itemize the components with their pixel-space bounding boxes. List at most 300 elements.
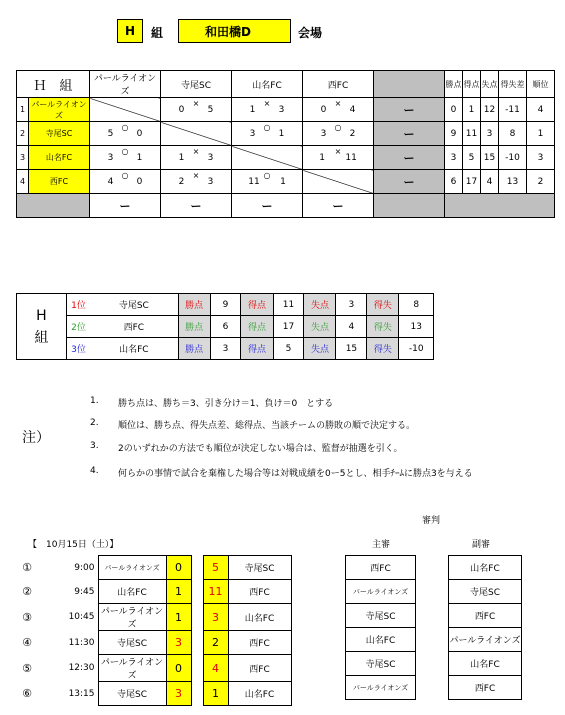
match-result-cell bbox=[161, 146, 232, 170]
ranking-stat-value bbox=[210, 294, 241, 316]
home-score-text: 3 bbox=[175, 687, 182, 700]
league-column-team bbox=[303, 71, 374, 98]
stat-value-text: 4 bbox=[486, 176, 493, 187]
home-team-name: 寺尾SC bbox=[117, 690, 147, 700]
home-score bbox=[166, 682, 191, 706]
result-mark: ○ bbox=[121, 146, 129, 156]
ranking-team bbox=[90, 294, 178, 316]
stat-value bbox=[527, 122, 555, 146]
stat-value-text: 9 bbox=[450, 128, 457, 139]
score-left: 11 bbox=[248, 176, 260, 187]
stat-header bbox=[445, 71, 463, 98]
score-left: 2 bbox=[178, 176, 185, 187]
score-left: 5 bbox=[107, 128, 114, 139]
ranking-stat-value bbox=[336, 294, 367, 316]
bottom-gray-label bbox=[17, 194, 90, 218]
column-team-name: 山名FC bbox=[252, 80, 282, 91]
ranking-stat-value bbox=[336, 338, 367, 360]
referee-table bbox=[345, 555, 522, 700]
ranking-team-name: 寺尾SC bbox=[118, 301, 149, 311]
ranking-group-cell bbox=[17, 294, 67, 360]
bottom-dash-cell bbox=[232, 194, 303, 218]
stat-value bbox=[481, 122, 499, 146]
referee-gap bbox=[416, 604, 449, 628]
match-result-cell bbox=[303, 98, 374, 122]
ranking-group-letter: H bbox=[36, 307, 47, 324]
home-score-text: 3 bbox=[175, 636, 182, 649]
match-time bbox=[38, 631, 98, 655]
main-referee bbox=[346, 604, 416, 628]
stat-value-text: 15 bbox=[483, 152, 496, 163]
league-row bbox=[17, 122, 555, 146]
match-result-cell bbox=[90, 170, 161, 194]
away-score-text: 4 bbox=[212, 661, 219, 675]
result-mark: × bbox=[192, 146, 200, 156]
home-score-text: 0 bbox=[175, 561, 182, 574]
ranking-stat-label bbox=[304, 338, 336, 360]
match-number-text: ① bbox=[22, 561, 32, 574]
main-referee bbox=[346, 580, 416, 604]
ranking-stat-label bbox=[241, 294, 273, 316]
ranking-stat-value-text: 9 bbox=[222, 299, 229, 310]
ranking-stat-label-text: 失点 bbox=[310, 323, 329, 333]
score-left: 0 bbox=[178, 104, 185, 115]
score-right: 0 bbox=[136, 128, 143, 139]
score-left: 3 bbox=[249, 128, 256, 139]
ranking-position-text: 2位 bbox=[71, 323, 86, 333]
score-left: 3 bbox=[320, 128, 327, 139]
home-team bbox=[98, 580, 166, 604]
venue-suffix: 会場 bbox=[298, 26, 323, 40]
stat-value-text: 1 bbox=[468, 104, 475, 115]
result-mark: ○ bbox=[121, 170, 129, 180]
column-team-name: 西FC bbox=[327, 80, 349, 91]
stat-value-text: 1 bbox=[537, 128, 544, 139]
score-gap bbox=[191, 580, 203, 604]
away-score bbox=[203, 556, 228, 580]
referee-title: 審判 bbox=[422, 516, 441, 526]
stat-value bbox=[527, 170, 555, 194]
score bbox=[90, 146, 160, 163]
away-team-name: 寺尾SC bbox=[244, 564, 275, 574]
referee-row bbox=[346, 604, 522, 628]
match-time-text: 9:00 bbox=[74, 562, 95, 573]
ranking-stat-value bbox=[273, 338, 304, 360]
league-column-team bbox=[90, 71, 161, 98]
result-mark: ○ bbox=[263, 122, 271, 132]
stat-value bbox=[499, 122, 527, 146]
result-mark: × bbox=[263, 98, 271, 108]
ranking-stat-label bbox=[304, 316, 336, 338]
ranking-stat-label bbox=[304, 294, 336, 316]
stat-value-text: 11 bbox=[465, 128, 478, 139]
stat-value bbox=[463, 146, 481, 170]
score-left: 4 bbox=[107, 176, 114, 187]
league-gray-header bbox=[374, 71, 445, 98]
sub-referee bbox=[449, 604, 522, 628]
stat-header bbox=[527, 71, 555, 98]
stat-value bbox=[463, 122, 481, 146]
group-letter-box bbox=[117, 19, 143, 43]
league-corner-label: Ｈ 組 bbox=[33, 78, 73, 94]
gray-dash-cell bbox=[374, 98, 445, 122]
stat-header-label: 失点 bbox=[481, 79, 498, 89]
stat-value bbox=[445, 98, 463, 122]
row-number bbox=[17, 170, 29, 194]
referee-gap bbox=[416, 652, 449, 676]
home-score bbox=[166, 655, 191, 682]
dash: ー bbox=[190, 199, 202, 213]
match-time-text: 13:15 bbox=[68, 688, 95, 699]
score bbox=[90, 170, 160, 187]
ranking-stat-value bbox=[210, 316, 241, 338]
referee-gap bbox=[416, 676, 449, 700]
home-team-name: 寺尾SC bbox=[117, 639, 147, 649]
referee-gap bbox=[416, 628, 449, 652]
row-number-text: 3 bbox=[19, 153, 26, 162]
stat-value bbox=[463, 170, 481, 194]
stat-value bbox=[481, 170, 499, 194]
ranking-position-text: 3位 bbox=[71, 345, 86, 355]
ranking-stat-label-text: 得失 bbox=[373, 345, 392, 355]
referee-row bbox=[346, 628, 522, 652]
stat-value-text: 3 bbox=[450, 152, 457, 163]
venue-box bbox=[178, 19, 291, 43]
ranking-stat-value-text: 13 bbox=[410, 321, 422, 332]
away-team bbox=[228, 604, 291, 631]
home-score-text: 1 bbox=[175, 610, 182, 624]
gray-dash-cell bbox=[374, 170, 445, 194]
away-team-name: 山名FC bbox=[244, 613, 275, 624]
score-right: 2 bbox=[349, 128, 356, 139]
sub-referee-header: 副審 bbox=[472, 540, 491, 550]
home-score bbox=[166, 631, 191, 655]
stat-header bbox=[481, 71, 499, 98]
match-number-text: ⑤ bbox=[22, 661, 32, 675]
ranking-stat-value-text: 3 bbox=[348, 299, 355, 310]
match-row bbox=[16, 580, 291, 604]
main-referee-header: 主審 bbox=[372, 540, 391, 550]
score-right: 11 bbox=[345, 152, 357, 163]
match-number bbox=[16, 556, 38, 580]
match-number bbox=[16, 655, 38, 682]
dash: ー bbox=[403, 103, 415, 117]
bottom-dash-cell bbox=[161, 194, 232, 218]
match-number-text: ② bbox=[22, 585, 32, 598]
stat-value bbox=[527, 146, 555, 170]
home-team-name: 山名FC bbox=[117, 588, 147, 598]
away-score bbox=[203, 604, 228, 631]
main-referee bbox=[346, 556, 416, 580]
league-column-team bbox=[161, 71, 232, 98]
score bbox=[90, 122, 160, 139]
match-number-text: ⑥ bbox=[22, 687, 32, 700]
bottom-dash-cell bbox=[303, 194, 374, 218]
stat-value bbox=[445, 170, 463, 194]
note-text: 勝ち点は、勝ち＝3、引き分け＝1、負け＝0 とする bbox=[118, 399, 334, 409]
note-text: 2のいずれかの方法でも順位が決定しない場合は、監督が抽選を引く。 bbox=[118, 444, 403, 454]
sub-referee bbox=[449, 652, 522, 676]
dash: ー bbox=[403, 175, 415, 189]
diagonal-cell bbox=[90, 98, 161, 122]
ranking-stat-value bbox=[399, 294, 434, 316]
ranking-stat-label bbox=[178, 316, 210, 338]
score-gap bbox=[191, 604, 203, 631]
away-score bbox=[203, 655, 228, 682]
main-referee bbox=[346, 676, 416, 700]
sub-referee bbox=[449, 556, 522, 580]
row-number bbox=[17, 146, 29, 170]
match-time bbox=[38, 682, 98, 706]
ranking-stat-value bbox=[273, 294, 304, 316]
stat-header-label: 順位 bbox=[532, 79, 549, 89]
ranking-team-name: 山名FC bbox=[119, 345, 149, 355]
away-score bbox=[203, 682, 228, 706]
league-row bbox=[17, 98, 555, 122]
note-text: 順位は、勝ち点、得失点差、総得点、当該チームの勝敗の順で決定する。 bbox=[118, 421, 416, 431]
main-referee-name: 寺尾SC bbox=[365, 612, 396, 622]
home-score-text: 1 bbox=[175, 585, 182, 598]
group-suffix: 組 bbox=[151, 26, 164, 40]
ranking-stat-value bbox=[399, 338, 434, 360]
league-row bbox=[17, 146, 555, 170]
match-time-text: 11:30 bbox=[68, 637, 95, 648]
ranking-team-name: 西FC bbox=[123, 323, 145, 333]
score-left: 3 bbox=[107, 152, 114, 163]
away-team bbox=[228, 682, 291, 706]
away-score-text: 5 bbox=[212, 561, 219, 574]
schedule-table bbox=[16, 555, 292, 706]
score bbox=[303, 122, 373, 139]
ranking-stat-label-text: 得点 bbox=[248, 301, 267, 311]
row-team bbox=[29, 122, 90, 146]
row-team bbox=[29, 170, 90, 194]
note-number: 3. bbox=[90, 441, 99, 451]
stat-value-text: 8 bbox=[509, 128, 516, 139]
home-score bbox=[166, 604, 191, 631]
main-referee-name: 寺尾SC bbox=[365, 660, 396, 670]
score bbox=[232, 170, 302, 187]
ranking-stat-value bbox=[399, 316, 434, 338]
match-result-cell bbox=[90, 122, 161, 146]
score-right: 3 bbox=[207, 176, 214, 187]
score bbox=[161, 146, 231, 163]
sub-referee-name: 山名FC bbox=[470, 564, 500, 574]
away-team bbox=[228, 655, 291, 682]
main-referee bbox=[346, 652, 416, 676]
score-left: 0 bbox=[320, 104, 327, 115]
ranking-stat-value bbox=[336, 316, 367, 338]
dash: ー bbox=[403, 151, 415, 165]
match-time-text: 10:45 bbox=[68, 612, 95, 622]
score-left: 1 bbox=[319, 152, 325, 163]
match-result-cell bbox=[161, 170, 232, 194]
stat-value bbox=[481, 146, 499, 170]
match-number bbox=[16, 682, 38, 706]
row-team-name: 寺尾SC bbox=[45, 129, 73, 138]
ranking-group-kumi: 組 bbox=[34, 329, 49, 346]
diagonal-cell bbox=[303, 170, 374, 194]
home-score-text: 0 bbox=[175, 661, 182, 675]
note-text: 何らかの事情で試合を棄権した場合等は対戦成績を0ー5とし、相手ﾁｰﾑに勝点3を与える bbox=[118, 469, 473, 479]
score-left: 1 bbox=[178, 152, 185, 163]
ranking-stat-label bbox=[178, 338, 210, 360]
match-row bbox=[16, 631, 291, 655]
main-referee bbox=[346, 628, 416, 652]
score-right: 3 bbox=[278, 104, 285, 115]
note-number: 2. bbox=[90, 418, 99, 428]
league-header-row bbox=[17, 71, 555, 98]
league-row bbox=[17, 170, 555, 194]
schedule-date: 【 10月15日（土）】 bbox=[28, 540, 119, 550]
match-result-cell bbox=[161, 98, 232, 122]
match-number-text: ④ bbox=[22, 636, 32, 649]
referee-row bbox=[346, 580, 522, 604]
sub-referee bbox=[449, 580, 522, 604]
row-number bbox=[17, 98, 29, 122]
dash: ー bbox=[261, 199, 273, 213]
column-team-name: パールライオンズ bbox=[93, 74, 157, 97]
ranking-stat-value-text: 5 bbox=[285, 343, 292, 354]
stat-header-label: 得点 bbox=[463, 79, 480, 89]
league-corner bbox=[17, 71, 90, 98]
stat-header bbox=[463, 71, 481, 98]
ranking-stat-label bbox=[367, 316, 399, 338]
column-team-name: 寺尾SC bbox=[181, 80, 212, 91]
match-number-text: ③ bbox=[22, 610, 32, 624]
stat-value-text: 0 bbox=[450, 104, 457, 115]
bottom-dash-cell bbox=[374, 194, 445, 218]
bottom-dash-cell bbox=[90, 194, 161, 218]
ranking-stat-label-text: 得点 bbox=[248, 323, 267, 333]
away-team bbox=[228, 556, 291, 580]
away-team-name: 西FC bbox=[249, 588, 270, 598]
home-team bbox=[98, 682, 166, 706]
score-right: 1 bbox=[280, 176, 286, 187]
ranking-team bbox=[90, 338, 178, 360]
sub-referee-name: 西FC bbox=[474, 612, 496, 622]
main-referee-name: 西FC bbox=[370, 564, 391, 574]
league-column-team bbox=[232, 71, 303, 98]
match-result-cell bbox=[232, 170, 303, 194]
row-team-name: 山名FC bbox=[45, 153, 73, 162]
sub-referee-name: 西FC bbox=[474, 684, 496, 694]
notes-label: 注） bbox=[22, 430, 50, 446]
match-time-text: 12:30 bbox=[68, 663, 95, 673]
match-time-text: 9:45 bbox=[74, 586, 95, 597]
sub-referee-name: パールライオンズ bbox=[449, 636, 521, 646]
stat-value-text: 4 bbox=[537, 104, 544, 115]
away-score-text: 2 bbox=[212, 636, 219, 649]
stat-value-text: 17 bbox=[465, 176, 478, 187]
ranking-team bbox=[90, 316, 178, 338]
row-team-name: 西FC bbox=[49, 177, 69, 186]
match-number bbox=[16, 631, 38, 655]
ranking-stat-label-text: 勝点 bbox=[185, 323, 204, 333]
match-row bbox=[16, 655, 291, 682]
score-right: 0 bbox=[136, 176, 143, 187]
score bbox=[232, 98, 302, 115]
ranking-stat-label-text: 失点 bbox=[310, 345, 329, 355]
ranking-stat-label-text: 得点 bbox=[248, 345, 267, 355]
result-mark: × bbox=[334, 98, 342, 108]
stat-value-text: 6 bbox=[450, 176, 457, 187]
score-right: 1 bbox=[136, 152, 143, 163]
match-row bbox=[16, 604, 291, 631]
match-number bbox=[16, 604, 38, 631]
stat-value-text: -10 bbox=[505, 152, 520, 163]
result-mark: ○ bbox=[263, 170, 271, 180]
result-mark: ○ bbox=[334, 122, 342, 132]
result-mark: × bbox=[334, 146, 342, 156]
stat-value bbox=[463, 98, 481, 122]
row-team bbox=[29, 98, 90, 122]
score-gap bbox=[191, 682, 203, 706]
home-score bbox=[166, 556, 191, 580]
diagonal-cell bbox=[161, 122, 232, 146]
stat-value bbox=[499, 170, 527, 194]
referee-gap bbox=[416, 556, 449, 580]
away-score bbox=[203, 631, 228, 655]
home-team-name: パールライオンズ bbox=[100, 658, 164, 681]
match-result-cell bbox=[303, 122, 374, 146]
ranking-stat-value-text: 4 bbox=[348, 321, 355, 332]
ranking-stat-label-text: 得失 bbox=[373, 301, 392, 311]
stat-value-text: 12 bbox=[483, 104, 496, 115]
ranking-stat-value-text: 17 bbox=[282, 321, 295, 332]
ranking-row bbox=[17, 316, 434, 338]
stat-header bbox=[499, 71, 527, 98]
stat-value-text: -11 bbox=[505, 104, 520, 115]
row-number-text: 1 bbox=[19, 105, 26, 114]
score bbox=[161, 98, 231, 115]
ranking-position bbox=[66, 316, 90, 338]
stat-value-text: 3 bbox=[537, 152, 544, 163]
ranking-stat-value-text: 6 bbox=[222, 321, 229, 332]
ranking-stat-value-text: 15 bbox=[345, 343, 358, 354]
ranking-stat-value bbox=[273, 316, 304, 338]
dash: ー bbox=[332, 199, 344, 213]
match-result-cell bbox=[232, 98, 303, 122]
match-time bbox=[38, 604, 98, 631]
referee-row bbox=[346, 652, 522, 676]
stat-value-text: 5 bbox=[468, 152, 475, 163]
result-mark: × bbox=[192, 98, 200, 108]
stat-value bbox=[499, 146, 527, 170]
score-gap bbox=[191, 631, 203, 655]
score-gap bbox=[191, 655, 203, 682]
match-result-cell bbox=[232, 122, 303, 146]
match-result-cell bbox=[90, 146, 161, 170]
home-team-name: パールライオンズ bbox=[104, 563, 160, 572]
group-letter: H bbox=[124, 24, 136, 38]
away-team-name: 西FC bbox=[249, 639, 270, 649]
away-score bbox=[203, 580, 228, 604]
league-bottom-row bbox=[17, 194, 555, 218]
main-referee-name: パールライオンズ bbox=[352, 587, 409, 596]
note-number: 4. bbox=[90, 466, 99, 476]
sub-referee bbox=[449, 676, 522, 700]
sub-referee bbox=[449, 628, 522, 652]
home-team-name: パールライオンズ bbox=[100, 607, 164, 630]
ranking-stat-label bbox=[367, 294, 399, 316]
ranking-stat-value bbox=[210, 338, 241, 360]
gray-dash-cell bbox=[374, 122, 445, 146]
match-number bbox=[16, 580, 38, 604]
ranking-row bbox=[17, 294, 434, 316]
row-team bbox=[29, 146, 90, 170]
match-row bbox=[16, 682, 291, 706]
